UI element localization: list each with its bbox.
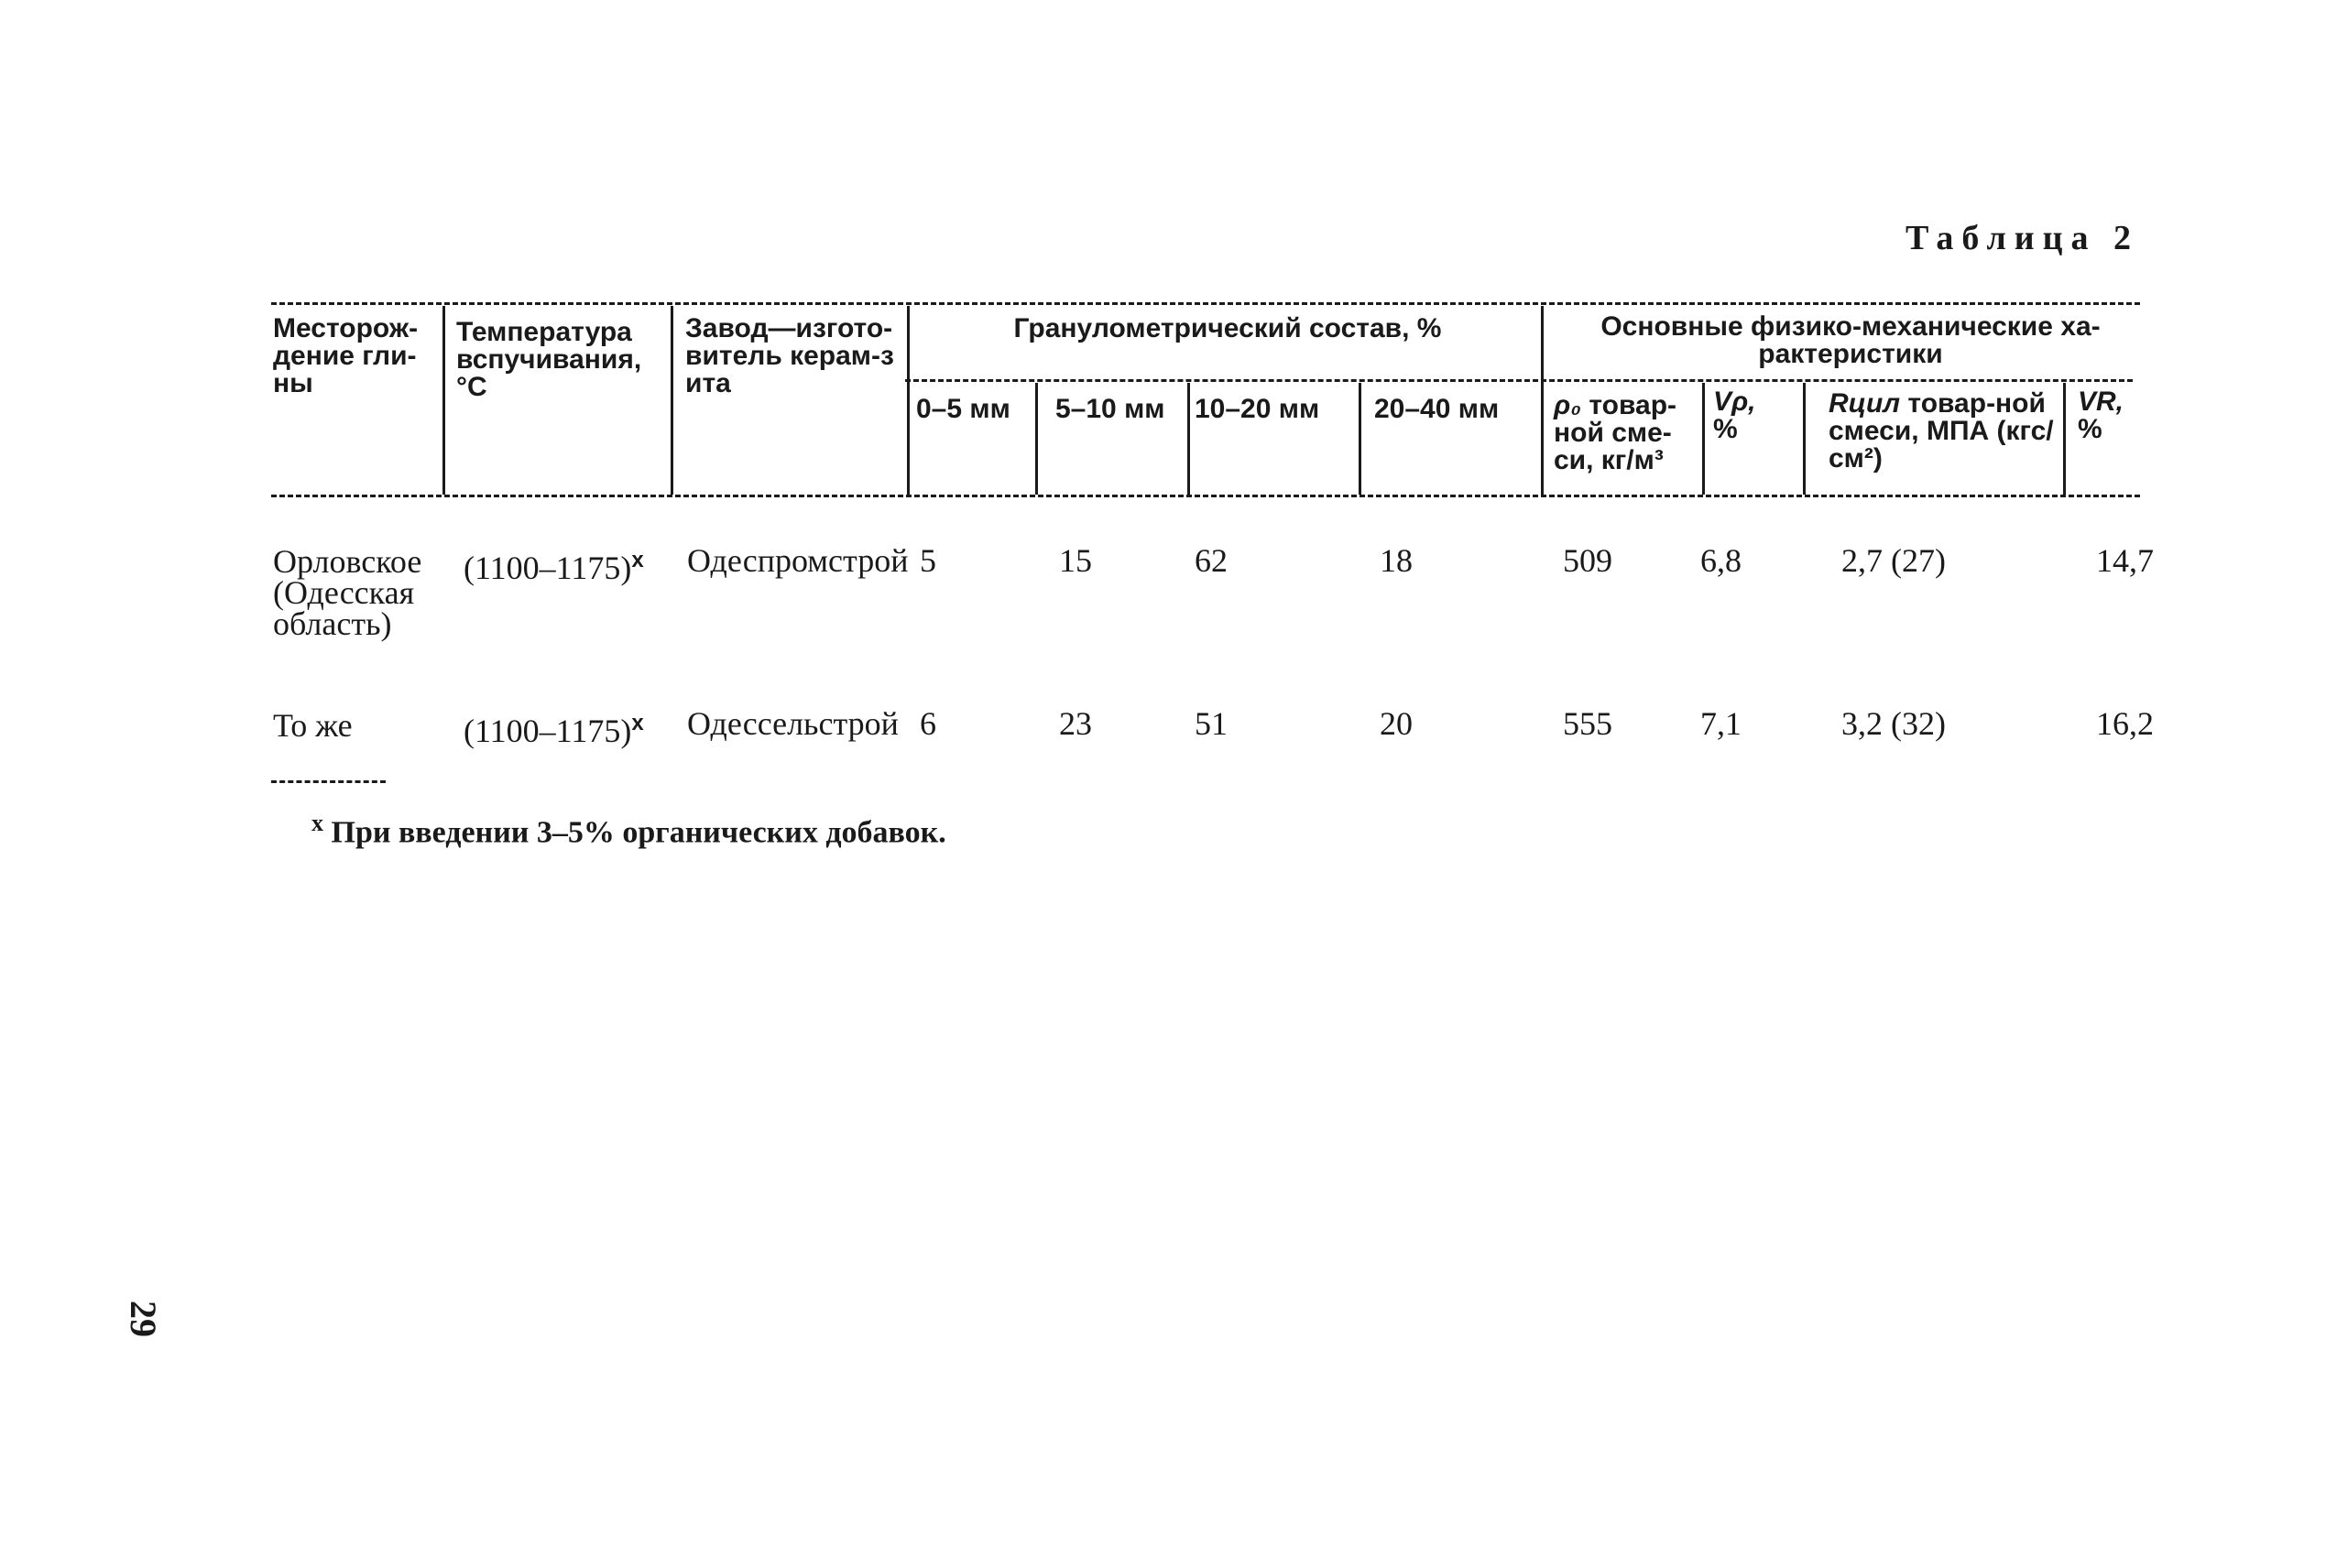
header-grain-20-40: 20–40 мм (1374, 394, 1500, 424)
v-rho-symbol: Vρ, (1713, 387, 1756, 417)
footnote-separator (271, 780, 386, 783)
col-divider (1702, 383, 1705, 495)
cell-temperature (464, 544, 644, 584)
col-divider (442, 306, 445, 495)
cell-grain-10-20: 62 (1195, 542, 1228, 579)
header-grain-10-20: 10–20 мм (1195, 394, 1320, 424)
r-cyl-label: товар-ной смеси, МПА (кгс/см²) (1829, 388, 2054, 474)
table-top-rule (271, 302, 2140, 305)
col-divider (2063, 383, 2066, 495)
cell-deposit: Орловское (Одесская область) (273, 543, 422, 642)
cell-r-cyl: 2,7 (27) (1841, 542, 1946, 579)
cell-grain-5-10: 15 (1059, 542, 1092, 579)
v-r-symbol: VR, (2078, 387, 2124, 417)
cell-deposit: То же (273, 707, 353, 744)
header-r-cyl (1829, 390, 2058, 473)
col-divider (1359, 383, 1361, 495)
temperature-value: (1100–1175) (464, 550, 632, 586)
header-granulometric-group: Гранулометрический состав, % (1013, 313, 1442, 343)
header-bottom-rule (271, 495, 2140, 497)
col-divider (671, 306, 673, 495)
cell-r-cyl: 3,2 (32) (1841, 705, 1946, 742)
cell-plant: Одеспромстрой (687, 542, 909, 579)
cell-v-rho: 7,1 (1700, 705, 1742, 742)
cell-grain-20-40: 18 (1380, 542, 1413, 579)
cell-grain-0-5: 5 (920, 542, 936, 579)
density-label: товар-ной сме-си, кг/м³ (1554, 390, 1677, 475)
temperature-footnote-mark: x (631, 548, 644, 572)
table-caption: Таблица 2 (1906, 219, 2140, 257)
header-v-r (2078, 388, 2142, 443)
header-physmech-group: Основные физико-механические ха-рактеристики (1600, 311, 2101, 369)
header-density (1554, 392, 1700, 474)
col-divider (1035, 383, 1038, 495)
footnote-mark: x (311, 810, 323, 836)
cell-grain-0-5: 6 (920, 705, 936, 742)
temperature-footnote-mark: x (631, 711, 644, 735)
header-temperature: Температура вспучивания, °С (456, 317, 642, 402)
header-grain-5-10: 5–10 мм (1055, 394, 1165, 424)
cell-v-r: 14,7 (2096, 542, 2154, 579)
footnote (311, 810, 946, 850)
cell-v-rho: 6,8 (1700, 542, 1742, 579)
cell-grain-10-20: 51 (1195, 705, 1228, 742)
footnote-text: При введении 3–5% органических добавок. (331, 815, 946, 850)
page-number: 29 (123, 1301, 164, 1337)
cell-temperature (464, 707, 644, 747)
cell-v-r: 16,2 (2096, 705, 2154, 742)
temperature-value: (1100–1175) (464, 713, 632, 749)
header-plant: Завод—изгото-витель керам-зита (685, 313, 894, 398)
cell-density: 555 (1563, 705, 1612, 742)
col-divider (907, 306, 910, 495)
col-divider (1187, 383, 1190, 495)
header-deposit: Месторож-дение гли-ны (273, 313, 419, 398)
header-v-rho (1713, 388, 1796, 443)
cell-grain-20-40: 20 (1380, 705, 1413, 742)
header-grain-0-5: 0–5 мм (916, 394, 1010, 424)
r-cyl-symbol: Rцил (1829, 388, 1901, 419)
cell-plant: Одессельстрой (687, 705, 899, 742)
col-divider (1803, 383, 1806, 495)
v-rho-label: % (1713, 414, 1738, 444)
density-symbol: ρ₀ (1554, 390, 1581, 420)
v-r-label: % (2078, 414, 2102, 444)
cell-grain-5-10: 23 (1059, 705, 1092, 742)
subheader-rule (905, 379, 2133, 382)
cell-density: 509 (1563, 542, 1612, 579)
col-divider (1541, 306, 1544, 495)
